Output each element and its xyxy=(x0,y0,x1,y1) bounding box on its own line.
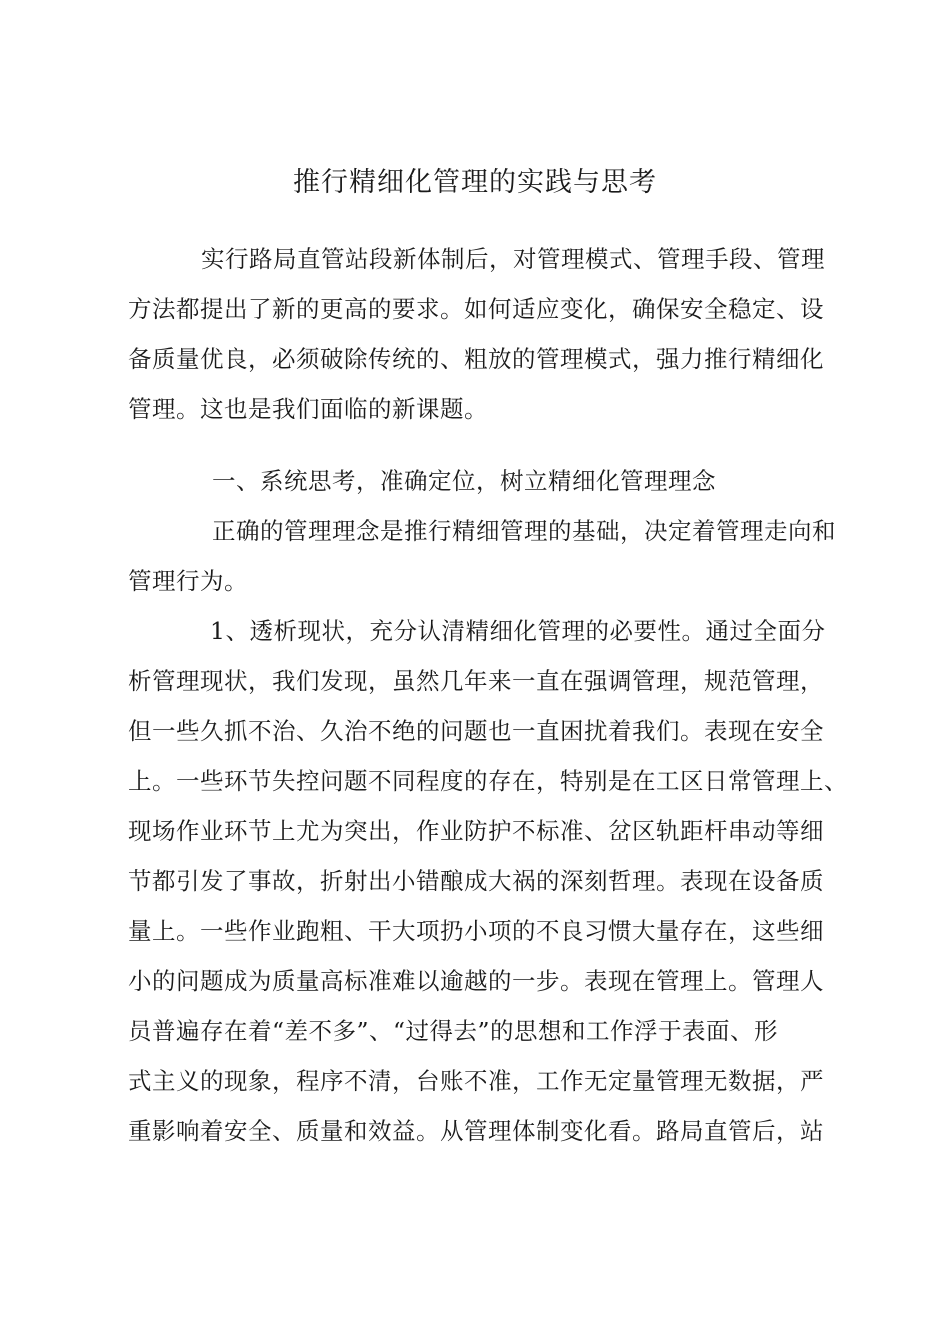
point-paragraph-line: 式主义的现象，程序不清，台账不准，工作无定量管理无数据，严 xyxy=(128,1067,824,1095)
intro-line: 管理。这也是我们面临的新课题。 xyxy=(128,395,488,423)
point-paragraph-line: 但一些久抓不治、久治不绝的问题也一直困扰着我们。表现在安全 xyxy=(128,717,824,745)
point-paragraph-line: 小的问题成为质量高标准难以逾越的一步。表现在管理上。管理人 xyxy=(128,967,824,995)
intro-line: 方法都提出了新的更高的要求。如何适应变化，确保安全稳定、设 xyxy=(128,295,824,323)
point-paragraph-line: 现场作业环节上尤为突出，作业防护不标准、岔区轨距杆串动等细 xyxy=(128,817,824,845)
section-heading: 一、系统思考，准确定位，树立精细化管理理念 xyxy=(212,467,716,495)
point-paragraph-line: 节都引发了事故，折射出小错酿成大祸的深刻哲理。表现在设备质 xyxy=(128,867,824,895)
point-paragraph-line: 1、透析现状，充分认清精细化管理的必要性。通过全面分 xyxy=(210,617,826,645)
point-paragraph-line: 量上。一些作业跑粗、干大项扔小项的不良习惯大量存在，这些细 xyxy=(128,917,824,945)
section-paragraph-line: 正确的管理理念是推行精细管理的基础，决定着管理走向和 xyxy=(212,517,836,545)
intro-line: 备质量优良，必须破除传统的、粗放的管理模式，强力推行精细化 xyxy=(128,345,824,373)
point-paragraph-line: 析管理现状，我们发现，虽然几年来一直在强调管理，规范管理， xyxy=(128,667,824,695)
section-paragraph-line: 管理行为。 xyxy=(128,567,248,595)
point-paragraph-line: 员普遍存在着“差不多”、“过得去”的思想和工作浮于表面、形 xyxy=(128,1017,779,1045)
point-paragraph-line: 上。一些环节失控问题不同程度的存在，特别是在工区日常管理上、 xyxy=(128,767,848,795)
point-paragraph-line: 重影响着安全、质量和效益。从管理体制变化看。路局直管后，站 xyxy=(128,1117,824,1145)
intro-line: 实行路局直管站段新体制后，对管理模式、管理手段、管理 xyxy=(201,245,825,273)
document-title: 推行精细化管理的实践与思考 xyxy=(293,167,657,198)
